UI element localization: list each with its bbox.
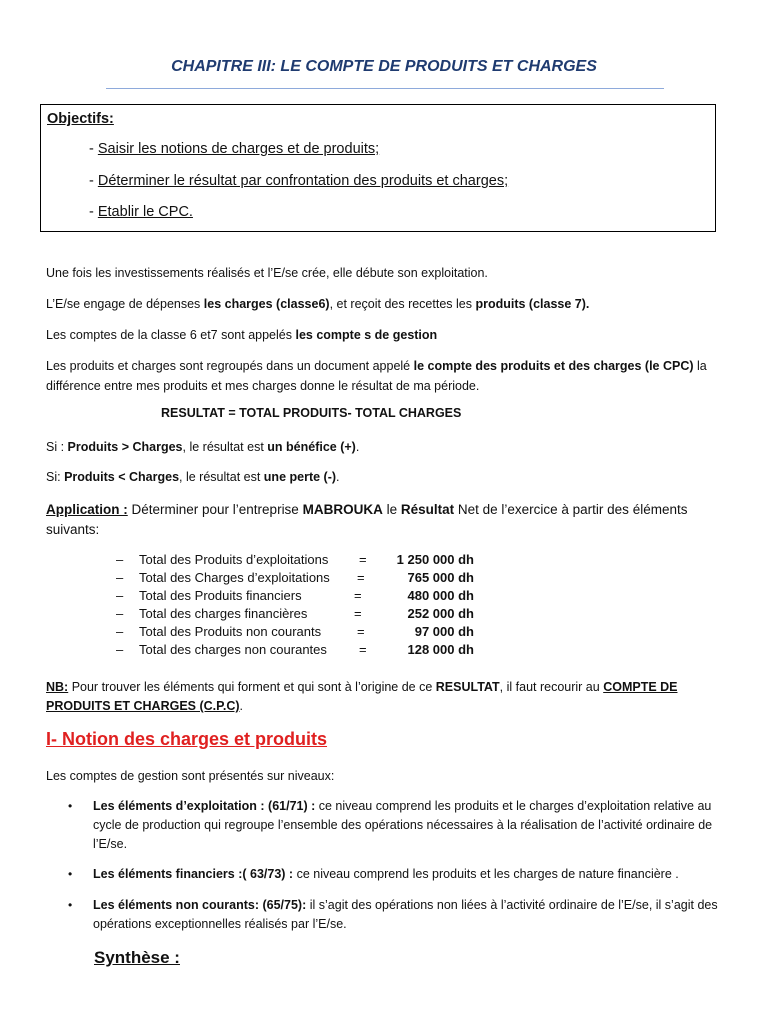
objective-item: - Etablir le CPC. <box>89 204 193 220</box>
application-paragraph: Application : Déterminer pour l’entreprise MABROUKA le Résultat Net de l’exercice à partir des éléments suivants: <box>46 502 688 537</box>
list-item: Les éléments d’exploitation : (61/71) : ce niveau comprend les produits et le charges d’exploitation relative au cycle de production qui regroupe l’ensemble des opérations nécessaires à la réalisation de l’activité ordinaire de l’E/se. <box>93 799 713 851</box>
resultat-formula: RESULTAT = TOTAL PRODUITS- TOTAL CHARGES <box>161 406 462 420</box>
paragraph-cpc: Les produits et charges sont regroupés dans un document appelé le compte des produits et des charges (le CPC) la différence entre mes produits et mes charges donne le résultat de ma période. <box>46 359 707 393</box>
section-heading: I- Notion des charges et produits <box>46 729 328 749</box>
condition-perte: Si: Produits < Charges, le résultat est une perte (-). <box>46 470 340 484</box>
chapter-title: CHAPITRE III: LE COMPTE DE PRODUITS ET CHARGES <box>171 58 597 75</box>
paragraph-comptes-gestion: Les comptes de la classe 6 et7 sont appelés les compte s de gestion <box>46 328 438 342</box>
list-item: Les éléments non courants: (65/75): il s’agit des opérations non liées à l’activité ordinaire de l’E/se, il s’agit des opérations exceptionnelles réalisés par l’E/se. <box>93 898 718 931</box>
list-item: Les éléments financiers :( 63/73) : ce niveau comprend les produits et les charges de nature financière . <box>93 867 679 881</box>
bullet-mark: • <box>68 867 73 881</box>
title-underline-rule <box>106 88 664 89</box>
paragraph-charges-produits: L’E/se engage de dépenses les charges (classe6), et reçoit des recettes les produits (classe 7). <box>46 297 590 311</box>
objectives-heading: Objectifs: <box>47 111 114 127</box>
objective-item: - Déterminer le résultat par confrontation des produits et charges; <box>89 173 509 189</box>
bullet-mark: • <box>68 898 73 912</box>
synthese-heading: Synthèse : <box>94 948 180 967</box>
nb-note: NB: Pour trouver les éléments qui forment et qui sont à l’origine de ce RESULTAT, il faut recourir au COMPTE DE PRODUITS ET CHARGES (C.P.C). <box>46 680 678 713</box>
objectives-box <box>40 104 716 232</box>
document-page: CHAPITRE III: LE COMPTE DE PRODUITS ET CHARGES Objectifs: - Saisir les notions de charges et de produits; - Déterminer le résultat par confrontation des produits et charges; - Etablir le CPC. Une fois les investissements réalisés et l’E/se crée, elle débute son exploitation. L’E/se engage de dépenses les charges (classe6), et reçoit des recettes les produits (classe 7). Les comptes de la classe 6 et7 sont appelés les compte s de gestion Les produits et charges sont regroupés dans un document appelé le compte des produits et des charges (le CPC) la différence entre mes produits et mes charges donne le résultat de ma période. RESULTAT = TOTAL PRODUITS- TOTAL CHARGES Si : Produits > Charges, le résultat est un bénéfice (+). Si: Produits < Charges, le résultat est une perte (-). Application : Déterminer pour l’entreprise MABROUKA le Résultat Net de l’exercice à partir des éléments suivants: – Total des Produits d’exploitations = 1 250 000 dh – Total des Charges d’exploitations = 765 000 dh – Total des Produits financiers = 480 000 dh – Total des charges financières = 252 000 dh – Total des Produits non courants = 97 000 dh – Total des charges non courantes = 128 000 dh NB: Pour trouver les éléments qui forment et qui sont à l’origine de ce RESULTAT, il faut recourir au COMPTE DE PRODUITS ET CHARGES (C.P.C). I- Notion des charges et produits Les comptes de gestion sont présentés sur niveaux: • Les éléments d’exploitation : (61/71) : ce niveau comprend les produits et le charges d’exploitation relative au cycle de production qui regroupe l’ensemble des opérations nécessaires à la réalisation de l’activité ordinaire de l’E/se. • Les éléments financiers :( 63/73) : ce niveau comprend les produits et les charges de nature financière . • Les éléments non courants: (65/75): il s’agit des opérations non liées à l’activité ordinaire de l’E/se, il s’agit des opérations exceptionnelles réalisés par l’E/se. Synthèse : <box>0 0 768 1024</box>
paragraph-intro: Une fois les investissements réalisés et l’E/se crée, elle débute son exploitation. <box>46 266 488 280</box>
condition-benefice: Si : Produits > Charges, le résultat est un bénéfice (+). <box>46 440 360 454</box>
bullet-mark: • <box>68 799 73 813</box>
objective-item: - Saisir les notions de charges et de produits; <box>89 141 380 157</box>
section-intro: Les comptes de gestion sont présentés sur niveaux: <box>46 769 335 783</box>
